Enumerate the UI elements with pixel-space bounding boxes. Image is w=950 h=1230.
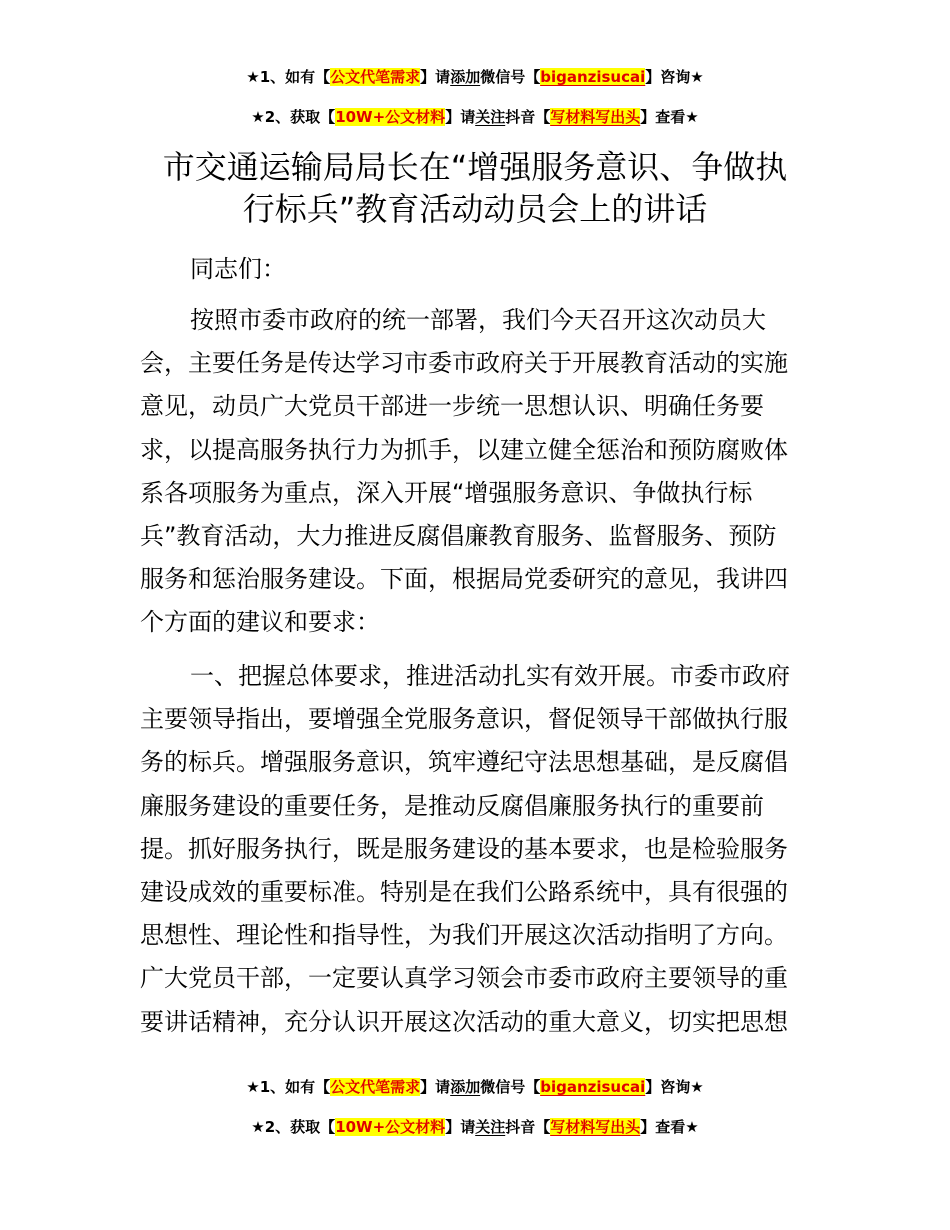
paragraph-section-one — [140, 655, 810, 1044]
paragraph-line: 一、把握总体要求，推进活动扎实有效开展。市委市政府 — [190, 662, 790, 690]
paragraph-line: 广大党员干部，一定要认真学习领会市委市政府主要领导的重 — [140, 964, 788, 993]
promo-text: 微信号【 — [480, 1078, 541, 1096]
promo-highlight: 公文代笔需求 — [330, 1078, 421, 1096]
paragraph-line: 务的标兵。增强服务意识，筑牢遵纪守法思想基础，是反腐倡 — [140, 748, 788, 777]
promo-douyin-id: 写材料写出头 — [550, 1118, 641, 1136]
promo-text: 】咨询★ — [645, 68, 704, 86]
paragraph-line: 要讲话精神，充分认识开展这次活动的重大意义，切实把思想 — [140, 1007, 788, 1036]
promo-text: 抖音【 — [505, 108, 551, 126]
promo-text: 】查看★ — [640, 108, 699, 126]
promo-underlined: 添加 — [450, 1078, 481, 1096]
promo-highlight: 公文代笔需求 — [330, 68, 421, 86]
paragraph-line: 廉服务建设的重要任务，是推动反腐倡廉服务执行的重要前 — [140, 791, 764, 820]
promo-text: 】请 — [445, 108, 476, 126]
promo-text: 】请 — [420, 68, 451, 86]
paragraph-line: 思想性、理论性和指导性，为我们开展这次活动指明了方向。 — [140, 921, 788, 950]
promo-douyin-id: 写材料写出头 — [550, 108, 641, 126]
promo-text: ★2、获取【 — [251, 108, 336, 126]
promo-text: ★1、如有【 — [246, 1078, 331, 1096]
paragraph-line: 主要领导指出，要增强全党服务意识，督促领导干部做执行服 — [140, 705, 788, 734]
promo-highlight: 10W+公文材料 — [335, 1118, 446, 1136]
document-title — [140, 146, 810, 230]
promo-underlined: 添加 — [450, 68, 481, 86]
title-line: 行标兵”教育活动动员会上的讲话 — [242, 190, 708, 228]
promo-text: 微信号【 — [480, 68, 541, 86]
promo-underlined: 关注 — [475, 1118, 506, 1136]
promo-text: ★1、如有【 — [246, 68, 331, 86]
promo-underlined: 关注 — [475, 108, 506, 126]
footer-promo-line-1 — [0, 1076, 950, 1098]
paragraph-line: 个方面的建议和要求： — [140, 608, 380, 637]
footer-promo-line-2 — [0, 1116, 950, 1138]
promo-highlight: 10W+公文材料 — [335, 108, 446, 126]
paragraph-line: 兵”教育活动，大力推进反腐倡廉教育服务、监督服务、预防 — [140, 522, 777, 551]
promo-wechat-id: biganzisucai — [540, 1078, 646, 1096]
paragraph-line: 系各项服务为重点，深入开展“增强服务意识、争做执行标 — [140, 478, 753, 507]
greeting — [140, 248, 860, 291]
paragraph-intro — [140, 299, 810, 645]
promo-text: 】请 — [420, 1078, 451, 1096]
paragraph-line: 求，以提高服务执行力为抓手，以建立健全惩治和预防腐败体 — [140, 435, 788, 464]
paragraph-line: 会，主要任务是传达学习市委市政府关于开展教育活动的实施 — [140, 349, 788, 378]
promo-text: 】咨询★ — [645, 1078, 704, 1096]
header-promo-line-1 — [0, 66, 950, 88]
header-promo-line-2 — [0, 106, 950, 128]
promo-wechat-id: biganzisucai — [540, 68, 646, 86]
paragraph-line: 按照市委市政府的统一部署，我们今天召开这次动员大 — [190, 306, 766, 334]
promo-text: 抖音【 — [505, 1118, 551, 1136]
paragraph-line: 意见，动员广大党员干部进一步统一思想认识、明确任务要 — [140, 392, 764, 421]
paragraph-line: 服务和惩治服务建设。下面，根据局党委研究的意见，我讲四 — [140, 565, 788, 594]
promo-text: 】请 — [445, 1118, 476, 1136]
promo-text: 】查看★ — [640, 1118, 699, 1136]
paragraph-line: 提。抓好服务执行，既是服务建设的基本要求，也是检验服务 — [140, 834, 788, 863]
title-line: 市交通运输局局长在“增强服务意识、争做执 — [162, 148, 788, 186]
greeting-text: 同志们： — [190, 255, 286, 283]
promo-text: ★2、获取【 — [251, 1118, 336, 1136]
paragraph-line: 建设成效的重要标准。特别是在我们公路系统中，具有很强的 — [140, 878, 788, 907]
